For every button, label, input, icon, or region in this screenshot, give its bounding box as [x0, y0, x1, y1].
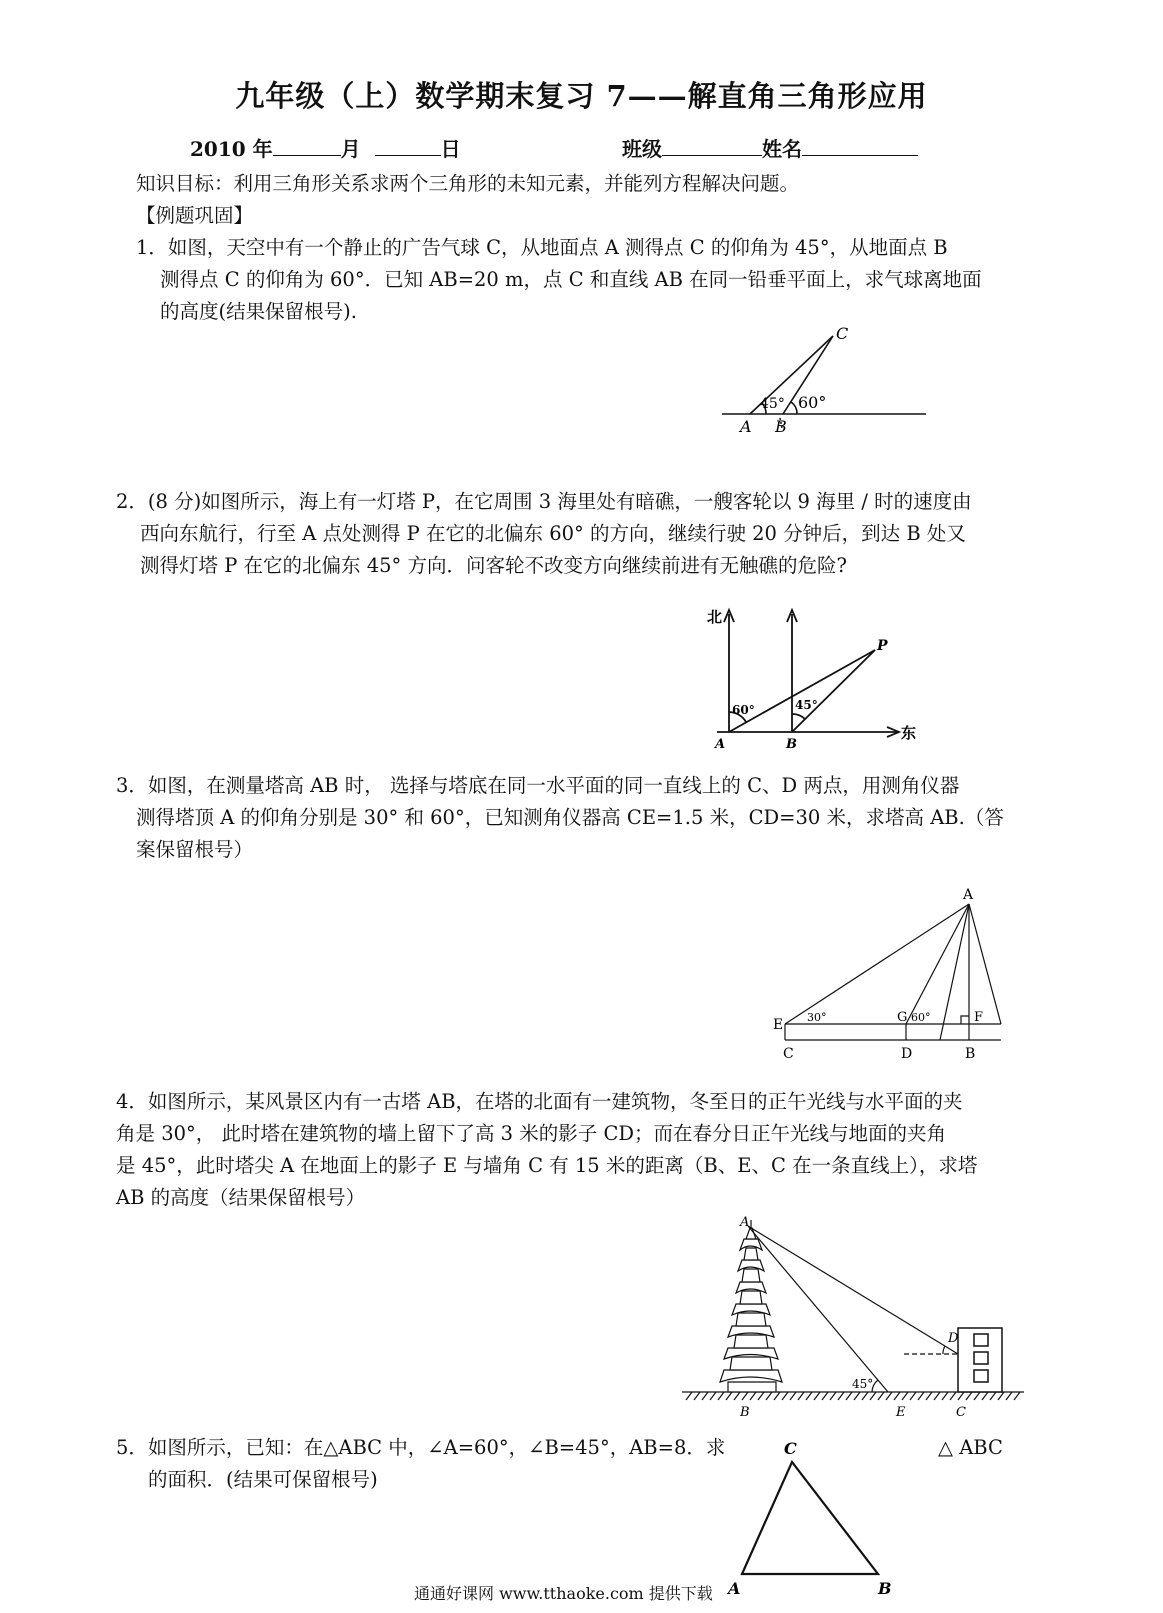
fig3-right-angle: [961, 1016, 969, 1024]
section-heading: 【例题巩固】: [136, 204, 254, 227]
figure-1: [700, 318, 940, 443]
year-label: 2010 年: [190, 137, 273, 161]
q1-line1: 1．如图，天空中有一个静止的广告气球 C，从地面点 A 测得点 C 的仰角为 45°，从地面点 B: [136, 236, 948, 259]
fig4-pagoda: [720, 1220, 782, 1392]
fig4-label-d: D: [948, 1331, 959, 1346]
objective-text: 知识目标：利用三角形关系求两个三角形的未知元素，并能列方程解决问题。: [136, 172, 800, 195]
fig2-label-north: 北: [707, 608, 723, 626]
q2-line2: 西向东航行，行至 A 点处测得 P 在它的北偏东 60° 的方向，继续行驶 20 分钟后，到达 B 处又: [140, 522, 966, 545]
fig5-label-b: B: [878, 1579, 892, 1598]
fig3-label-d: D: [901, 1046, 913, 1062]
fig2-arc-b: [792, 714, 805, 719]
fig3-label-g: G: [897, 1010, 908, 1025]
fig1-label-a: A: [740, 417, 752, 436]
fig3-line-ga: [906, 904, 969, 1024]
fig4-angle: 45°: [852, 1377, 874, 1391]
fig2-angle-a: 60°: [732, 703, 755, 717]
fig1-angle-a: 45°: [760, 396, 785, 412]
fig2-angle-b: 45°: [795, 698, 818, 712]
fig3-line-inner: [940, 904, 969, 1040]
fig5-label-c: C: [784, 1439, 797, 1458]
fig4-label-c: C: [956, 1405, 966, 1420]
date-line: [190, 133, 461, 162]
month-blank: [273, 137, 341, 156]
footer-text: 通通好课网 www.tthaoke.com 提供下载: [414, 1584, 713, 1603]
fig4-building: [958, 1328, 1002, 1392]
fig1-label-c: C: [836, 324, 849, 343]
fig4-ground: [682, 1392, 1024, 1400]
figure-5: [722, 1434, 902, 1613]
q4-line4: AB 的高度（结果保留根号）: [116, 1186, 366, 1209]
q3-line1: 3．如图，在测量塔高 AB 时， 选择与塔底在同一水平面的同一直线上的 C、D 两点，用测角仪器: [116, 774, 960, 797]
q4-line1: 4．如图所示，某风景区内有一古塔 AB，在塔的北面有一建筑物，冬至日的正午光线与水平面的夹: [116, 1090, 963, 1113]
figure-3: [765, 882, 1015, 1072]
day-label: 日: [440, 137, 461, 161]
fig3-label-c: C: [783, 1046, 794, 1062]
fig4-label-b: B: [740, 1405, 750, 1420]
fig2-label-p: P: [877, 638, 888, 654]
fig1-angle-b: 60°: [798, 393, 827, 412]
q2-line1: 2．(8 分)如图所示，海上有一灯塔 P，在它周围 3 海里处有暗礁，一艘客轮以 9 海里 / 时的速度由: [116, 490, 972, 513]
fig5-label-a: A: [728, 1579, 741, 1598]
fig2-label-east: 东: [901, 724, 917, 742]
q3-line3: 案保留根号）: [136, 838, 254, 861]
name-label: 姓名: [762, 137, 802, 161]
fig3-label-a: A: [963, 887, 974, 903]
q1-line3: 的高度(结果保留根号).: [160, 300, 357, 323]
fig2-label-a: A: [715, 737, 726, 752]
fig3-line-ea: [785, 904, 969, 1024]
fig2-line-bp: [792, 650, 875, 732]
class-label: 班级: [622, 137, 662, 161]
class-blank: [662, 137, 762, 156]
fig3-label-e: E: [773, 1017, 784, 1033]
fig3-angle-e: 30°: [807, 1011, 827, 1024]
q2-line3: 测得灯塔 P 在它的北偏东 45° 方向．问客轮不改变方向继续前进有无触礁的危险?: [140, 554, 847, 577]
q4-line3: 是 45°，此时塔尖 A 在地面上的影子 E 与墙角 C 有 15 米的距离（B、E、C 在一条直线上），求塔: [116, 1154, 978, 1177]
figure-4: [680, 1212, 1025, 1422]
fig2-label-b: B: [786, 737, 797, 752]
fig3-angle-g: 60°: [911, 1011, 931, 1024]
q5-line1-tail: △ ABC: [938, 1436, 1003, 1459]
fig3-line-af: [969, 904, 1001, 1024]
q4-line2: 角是 30°， 此时塔在建筑物的墙上留下了高 3 米的影子 CD；而在春分日正午光线与地面的夹角: [116, 1122, 947, 1145]
month-label: 月: [340, 137, 361, 161]
fig2-line-ap: [729, 650, 875, 732]
fig5-triangle: [742, 1462, 878, 1574]
class-name-line: [622, 133, 918, 162]
fig4-label-e: E: [896, 1405, 906, 1420]
page-title: 九年级（上）数学期末复习 7——解直角三角形应用: [235, 79, 928, 113]
fig4-arc-d: [943, 1346, 945, 1354]
q3-line2: 测得塔顶 A 的仰角分别是 30° 和 60°，已知测角仪器高 CE=1.5 米，CD=30 米，求塔高 AB.（答: [136, 806, 1004, 829]
figure-2: [695, 600, 935, 760]
q5-line1: 5．如图所示，已知：在△ABC 中，∠A=60°，∠B=45°，AB=8．求: [116, 1436, 726, 1459]
fig4-ray-winter: [748, 1226, 958, 1354]
fig3-label-f: F: [974, 1010, 984, 1025]
fig3-label-b: B: [965, 1046, 976, 1062]
fig4-label-a: A: [740, 1215, 750, 1230]
q5-line2: 的面积．(结果可保留根号): [148, 1468, 378, 1491]
fig1-arc-b: [791, 402, 797, 414]
name-blank: [802, 137, 918, 156]
day-blank: [375, 137, 441, 156]
q1-line2: 测得点 C 的仰角为 60°．已知 AB=20 m，点 C 和直线 AB 在同一铅垂平面上，求气球离地面: [160, 268, 982, 291]
fig1-label-b: B: [775, 417, 787, 436]
